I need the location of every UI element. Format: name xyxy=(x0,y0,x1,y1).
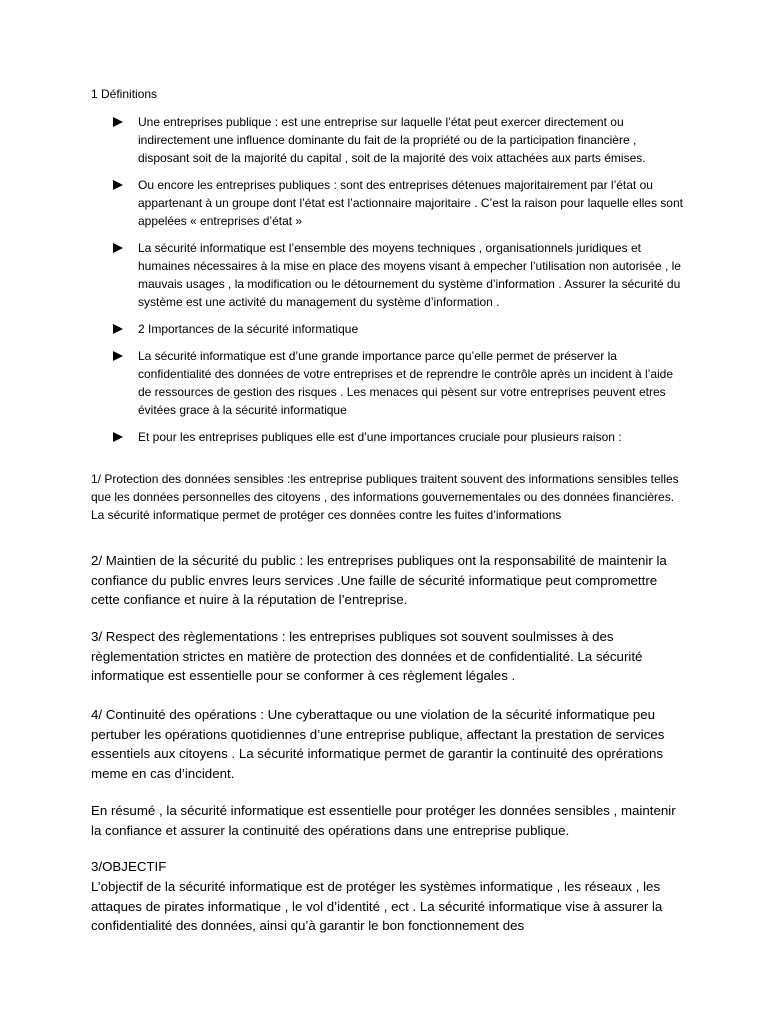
bullet-text: Ou encore les entreprises publiques : sont des entreprises détenues majoritairement par l’état ou appartenant à un groupe dont l’état est l’actionnaire majoritaire . C’est la raison pour laquelle elles sont appelées « entreprises d’état » xyxy=(138,178,683,228)
summary-paragraph: En résumé , la sécurité informatique est essentielle pour protéger les données sensibles , maintenir la confiance et assurer la continuité des opérations dans une entreprise publique. xyxy=(91,803,676,838)
triangle-bullet-icon xyxy=(113,351,123,361)
bullet-text: 2 Importances de la sécurité informatique xyxy=(138,322,359,336)
bullet-list xyxy=(113,113,683,455)
list-item xyxy=(113,176,683,230)
list-item xyxy=(113,239,683,311)
bullet-text: Une entreprises publique : est une entreprise sur laquelle l’état peut exercer directement ou indirectement une influence dominante du fait de la propriété ou de la participation financière , disposant soit de la majorité du capital , soit de la majorité des voix attachées aux parts émises. xyxy=(138,115,646,165)
point-continuite-operations: 4/ Continuité des opérations : Une cyberattaque ou une violation de la sécurité informatique peu pertuber les opérations quotidiennes d’une entreprise publique, affectant la prestation de services essentiels aux citoyens . La sécurité informatique permet de garantir la continuité des oprérations meme en cas d’incident. xyxy=(91,707,665,781)
bullet-text: Et pour les entreprises publiques elle est d’une importances cruciale pour plusieurs raison : xyxy=(138,430,622,444)
objectif-heading: 3/OBJECTIF xyxy=(91,859,167,874)
list-item xyxy=(113,428,683,446)
list-item xyxy=(113,347,683,419)
definitions-heading: 1 Définitions xyxy=(91,87,158,101)
bullet-text: La sécurité informatique est l’ensemble des moyens techniques , organisationnels juridiques et humaines nécessaires à la mise en place des moyens visant à empecher l’utilisation non autorisée , le mauvais usages , la modification ou le détournement du système d’information . Assurer la sécurité du système est une activité du management du système d’information . xyxy=(138,241,681,309)
triangle-bullet-icon xyxy=(113,432,123,442)
triangle-bullet-icon xyxy=(113,243,123,253)
point-protection-donnees: 1/ Protection des données sensibles :les entreprise publiques traitent souvent des informations sensibles telles que les données personnelles des citoyens , des informations gouvernementales ou des données financières. La sécurité informatique permet de protéger ces données contre les fuites d’informations xyxy=(91,472,679,522)
list-item xyxy=(113,320,683,338)
objectif-paragraph: L’objectif de la sécurité informatique est de protéger les systèmes informatique , les réseaux , les attaques de pirates informatique , le vol d’identité , ect . La sécurité informatique vise à assurer la confidentialité des données, ainsi qu’à garantir le bon fonctionnement des xyxy=(91,879,663,933)
list-item xyxy=(113,113,683,167)
triangle-bullet-icon xyxy=(113,117,123,127)
point-maintien-securite: 2/ Maintien de la sécurité du public : les entreprises publiques ont la responsabilité de maintenir la confiance du public envres leurs services .Une faille de sécurité informatique peut compromettre cette confiance et nuire à la réputation de l’entreprise. xyxy=(91,553,667,607)
triangle-bullet-icon xyxy=(113,324,123,334)
bullet-text: La sécurité informatique est d’une grande importance parce qu’elle permet de préserver la confidentialité des données de votre entreprises et de reprendre le contrôle après un incident à l’aide de ressources de gestion des risques . Les menaces qui pèsent sur votre entreprises peuvent etres évitées grace à la sécurité informatique xyxy=(138,349,674,417)
triangle-bullet-icon xyxy=(113,180,123,190)
point-respect-reglementations: 3/ Respect des règlementations : les entreprises publiques sot souvent soulmisses à des règlementation strictes en matière de protection des données et de confidentialité. La sécurité informatique est essentielle pour se conformer à ces règlement légales . xyxy=(91,629,643,683)
